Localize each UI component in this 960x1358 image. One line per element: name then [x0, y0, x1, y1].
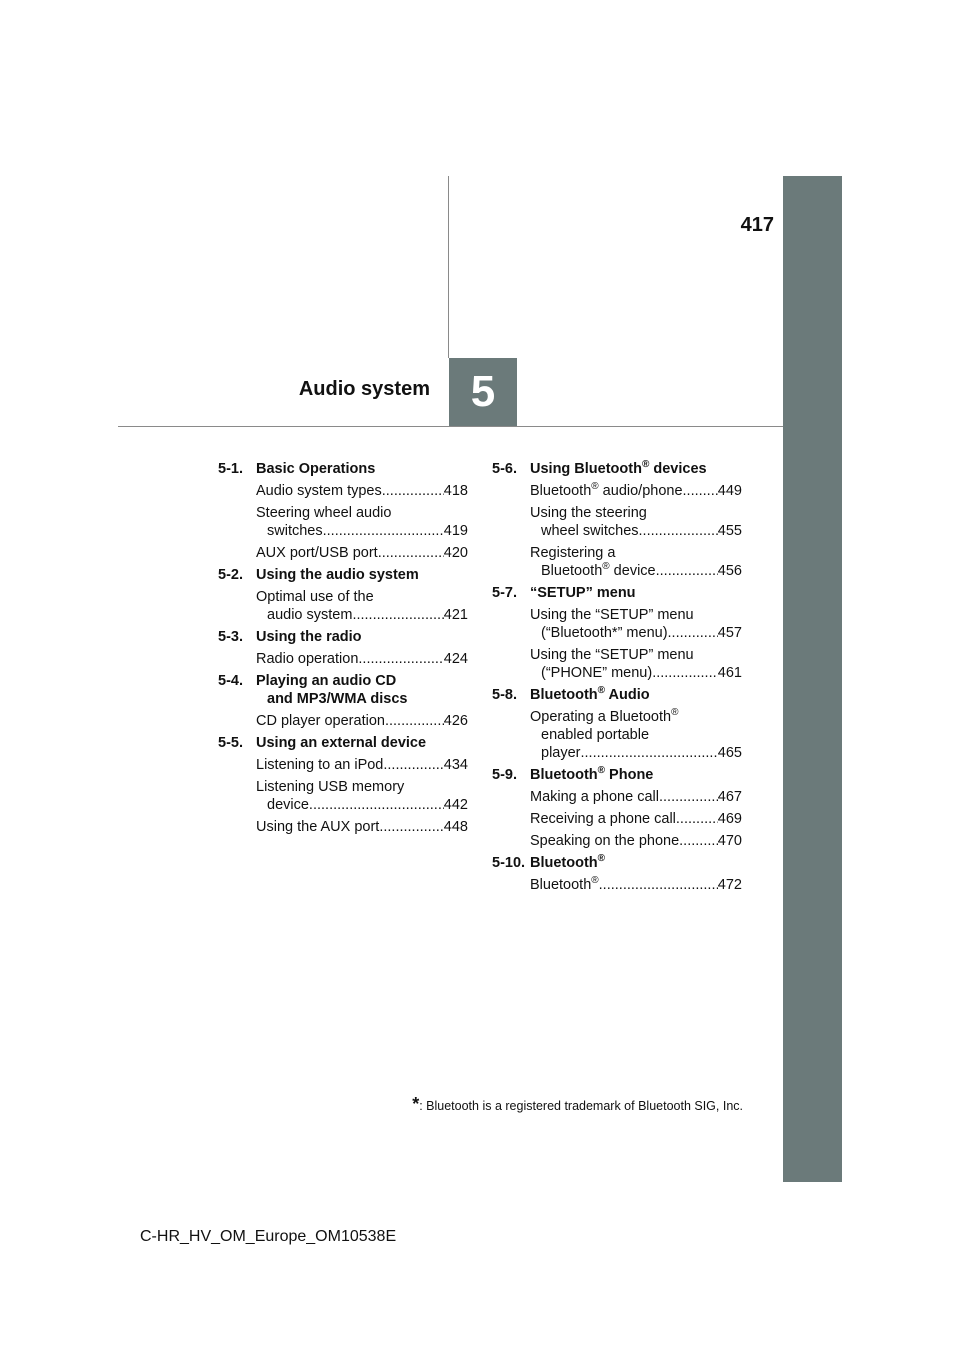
- toc-entry-text: Bluetooth®: [530, 875, 599, 893]
- toc-section-heading: [492, 686, 742, 704]
- toc-section-title-line: Using an external device: [256, 735, 427, 751]
- toc-entry-line: [530, 562, 742, 580]
- toc-entry: [530, 482, 742, 500]
- footnote: [380, 1094, 743, 1115]
- toc-page-number: 418: [443, 483, 468, 499]
- toc-entry-text: enabled portable: [541, 727, 650, 743]
- toc-page-number: 472: [717, 877, 742, 893]
- toc-section-title: [256, 460, 468, 478]
- toc-leader-dots: [668, 624, 718, 642]
- toc-section-heading: [492, 460, 742, 478]
- toc-page-number: 470: [717, 833, 742, 849]
- toc-entry-text: Bluetooth® device: [541, 561, 656, 579]
- toc-entry: [530, 788, 742, 806]
- toc-entry-line: [256, 712, 468, 730]
- toc-leader-dots: [352, 606, 443, 624]
- toc-entry-line: [256, 482, 468, 500]
- toc-entry-line: [530, 810, 742, 828]
- footnote-text: : Bluetooth is a registered trademark of Bluetooth SIG, Inc.: [419, 1099, 743, 1113]
- page-number: 417: [740, 214, 774, 236]
- toc-section-title: [256, 628, 468, 646]
- toc-entry-text: Registering a: [530, 545, 616, 561]
- toc-section-number: 5-3.: [218, 629, 243, 645]
- toc-entry-text: Speaking on the phone: [530, 833, 680, 849]
- toc-entry-text: Bluetooth® audio/phone: [530, 481, 683, 499]
- toc-leader-dots: [383, 756, 443, 774]
- toc-entry-line: [530, 606, 742, 624]
- toc-section-title: [256, 566, 468, 584]
- toc-section-heading: [218, 734, 468, 752]
- toc-section-heading: [218, 460, 468, 478]
- toc-leader-dots: [683, 482, 718, 500]
- toc-page-number: 448: [443, 819, 468, 835]
- toc-page-number: 449: [717, 483, 742, 499]
- toc-page-number: 442: [443, 797, 468, 813]
- toc-section-heading: [218, 566, 468, 584]
- toc-entry-text: Audio system types: [256, 483, 382, 499]
- toc-entry: [530, 810, 742, 828]
- toc-section-title-line: Using the radio: [256, 629, 362, 645]
- toc-section-number: 5-5.: [218, 735, 243, 751]
- toc-entry: [530, 544, 742, 580]
- toc-entry: [530, 708, 742, 762]
- toc-section-title: [530, 460, 742, 478]
- toc-entry-line: [256, 650, 468, 668]
- toc-entry-line: [530, 876, 742, 894]
- toc-section-title: [256, 734, 468, 752]
- toc-leader-dots: [382, 482, 444, 500]
- toc-page-number: 465: [717, 745, 742, 761]
- toc-entry: [530, 832, 742, 850]
- toc-page-number: 434: [443, 757, 468, 773]
- toc-page-number: 455: [717, 523, 742, 539]
- toc-entry-line: [256, 504, 468, 522]
- toc-section-title-line: Playing an audio CD: [256, 673, 397, 689]
- toc-entry-line: [256, 796, 468, 814]
- toc-left-column: [218, 460, 468, 840]
- chapter-side-tab: [783, 176, 842, 1182]
- toc-entry-text: Receiving a phone call: [530, 811, 676, 827]
- toc-entry: [530, 606, 742, 642]
- toc-leader-dots: [659, 788, 718, 806]
- document-code: C-HR_HV_OM_Europe_OM10538E: [140, 1228, 397, 1245]
- toc-section-title: [530, 766, 742, 784]
- toc-section-heading: [492, 766, 742, 784]
- toc-entry-text: device: [267, 797, 309, 813]
- toc-entry-line: [530, 482, 742, 500]
- toc-entry-line: [256, 756, 468, 774]
- toc-entry: [530, 646, 742, 682]
- header-horizontal-rule: [118, 426, 783, 427]
- toc-page-number: 461: [717, 665, 742, 681]
- toc-section-title: [530, 686, 742, 704]
- toc-section-title-line: Bluetooth®: [530, 853, 606, 871]
- toc-leader-dots: [581, 744, 718, 762]
- toc-entry-text: (“Bluetooth*” menu): [541, 625, 668, 641]
- toc-entry-line: [530, 744, 742, 762]
- footnote-marker: *: [412, 1094, 420, 1114]
- toc-section-heading: [492, 584, 742, 602]
- toc-entry-line: [256, 606, 468, 624]
- toc-entry-text: Using the steering: [530, 505, 647, 521]
- toc-entry-line: [530, 788, 742, 806]
- toc-entry-line: [530, 504, 742, 522]
- chapter-number-box: 5: [449, 358, 517, 426]
- toc-entry-text: Operating a Bluetooth®: [530, 707, 679, 725]
- toc-entry-line: [256, 544, 468, 562]
- toc-page-number: 467: [717, 789, 742, 805]
- toc-leader-dots: [639, 522, 718, 540]
- toc-page-number: 424: [443, 651, 468, 667]
- toc-entry-text: Optimal use of the: [256, 589, 374, 605]
- toc-entry-line: [530, 544, 742, 562]
- toc-entry-line: [530, 664, 742, 682]
- toc-entry-text: Radio operation: [256, 651, 359, 667]
- toc-entry: [256, 818, 468, 836]
- toc-entry-text: Using the “SETUP” menu: [530, 647, 694, 663]
- toc-page-number: 419: [443, 523, 468, 539]
- toc-entry-line: [530, 624, 742, 642]
- toc-entry-line: [256, 522, 468, 540]
- toc-entry-text: Listening to an iPod: [256, 757, 384, 773]
- toc-entry-line: [530, 726, 742, 744]
- toc-entry-text: Using the AUX port: [256, 819, 380, 835]
- toc-section-title-line: “SETUP” menu: [530, 585, 636, 601]
- toc-section-heading: [492, 854, 742, 872]
- toc-entry: [530, 876, 742, 894]
- toc-entry-line: [530, 708, 742, 726]
- toc-entry-text: AUX port/USB port: [256, 545, 378, 561]
- toc-leader-dots: [679, 832, 718, 850]
- toc-entry-line: [530, 646, 742, 664]
- toc-leader-dots: [676, 810, 718, 828]
- header-vertical-rule: [448, 176, 449, 358]
- chapter-title: Audio system: [298, 378, 430, 400]
- toc-section-number: 5-9.: [492, 767, 517, 783]
- toc-entry: [256, 778, 468, 814]
- toc-section-title-line: Basic Operations: [256, 461, 376, 477]
- toc-page-number: 456: [717, 563, 742, 579]
- toc-entry: [256, 482, 468, 500]
- toc-section-title-line: Bluetooth® Audio: [530, 685, 650, 703]
- toc-section-title-line: Using the audio system: [256, 567, 419, 583]
- toc-section-number: 5-6.: [492, 461, 517, 477]
- toc-entry: [256, 756, 468, 774]
- toc-entry-text: Steering wheel audio: [256, 505, 392, 521]
- toc-section-number: 5-2.: [218, 567, 243, 583]
- toc-leader-dots: [656, 562, 718, 580]
- toc-entry-text: (“PHONE” menu): [541, 665, 653, 681]
- toc-entry-text: CD player operation: [256, 713, 385, 729]
- toc-section-title-line: and MP3/WMA discs: [267, 691, 408, 707]
- toc-leader-dots: [378, 544, 444, 562]
- toc-leader-dots: [323, 522, 444, 540]
- toc-section-heading: [218, 672, 468, 708]
- toc-entry-text: switches: [267, 523, 323, 539]
- toc-entry: [530, 504, 742, 540]
- toc-section-number: 5-4.: [218, 673, 243, 689]
- toc-leader-dots: [379, 818, 443, 836]
- toc-entry-line: [256, 588, 468, 606]
- toc-section-number: 5-10.: [492, 855, 526, 871]
- toc-entry-line: [530, 522, 742, 540]
- toc-leader-dots: [652, 664, 718, 682]
- toc-entry-text: Making a phone call: [530, 789, 659, 805]
- toc-entry-text: player: [541, 745, 581, 761]
- toc-entry-line: [530, 832, 742, 850]
- toc-entry-line: [256, 818, 468, 836]
- toc-section-title: [530, 584, 742, 602]
- toc-section-number: 5-8.: [492, 687, 517, 703]
- toc-page-number: 457: [717, 625, 742, 641]
- toc-page-number: 469: [717, 811, 742, 827]
- toc-section-title-line: Bluetooth® Phone: [530, 765, 654, 783]
- toc-entry: [256, 544, 468, 562]
- toc-section-number: 5-1.: [218, 461, 243, 477]
- toc-section-title-line: Using Bluetooth® devices: [530, 459, 707, 477]
- toc-entry-text: Using the “SETUP” menu: [530, 607, 694, 623]
- toc-leader-dots: [599, 876, 718, 894]
- toc-entry: [256, 712, 468, 730]
- toc-entry: [256, 650, 468, 668]
- toc-leader-dots: [309, 796, 444, 814]
- toc-section-heading: [218, 628, 468, 646]
- toc-entry: [256, 504, 468, 540]
- toc-page-number: 420: [443, 545, 468, 561]
- toc-leader-dots: [385, 712, 444, 730]
- toc-entry-text: Listening USB memory: [256, 779, 405, 795]
- toc-section-title: [256, 672, 468, 708]
- toc-section-number: 5-7.: [492, 585, 517, 601]
- toc-entry-text: audio system: [267, 607, 353, 623]
- toc-page-number: 421: [443, 607, 468, 623]
- toc-page-number: 426: [443, 713, 468, 729]
- toc-section-title: [530, 854, 742, 872]
- toc-entry-line: [256, 778, 468, 796]
- toc-entry-text: wheel switches: [541, 523, 639, 539]
- toc-leader-dots: [358, 650, 443, 668]
- toc-right-column: [492, 460, 742, 898]
- toc-entry: [256, 588, 468, 624]
